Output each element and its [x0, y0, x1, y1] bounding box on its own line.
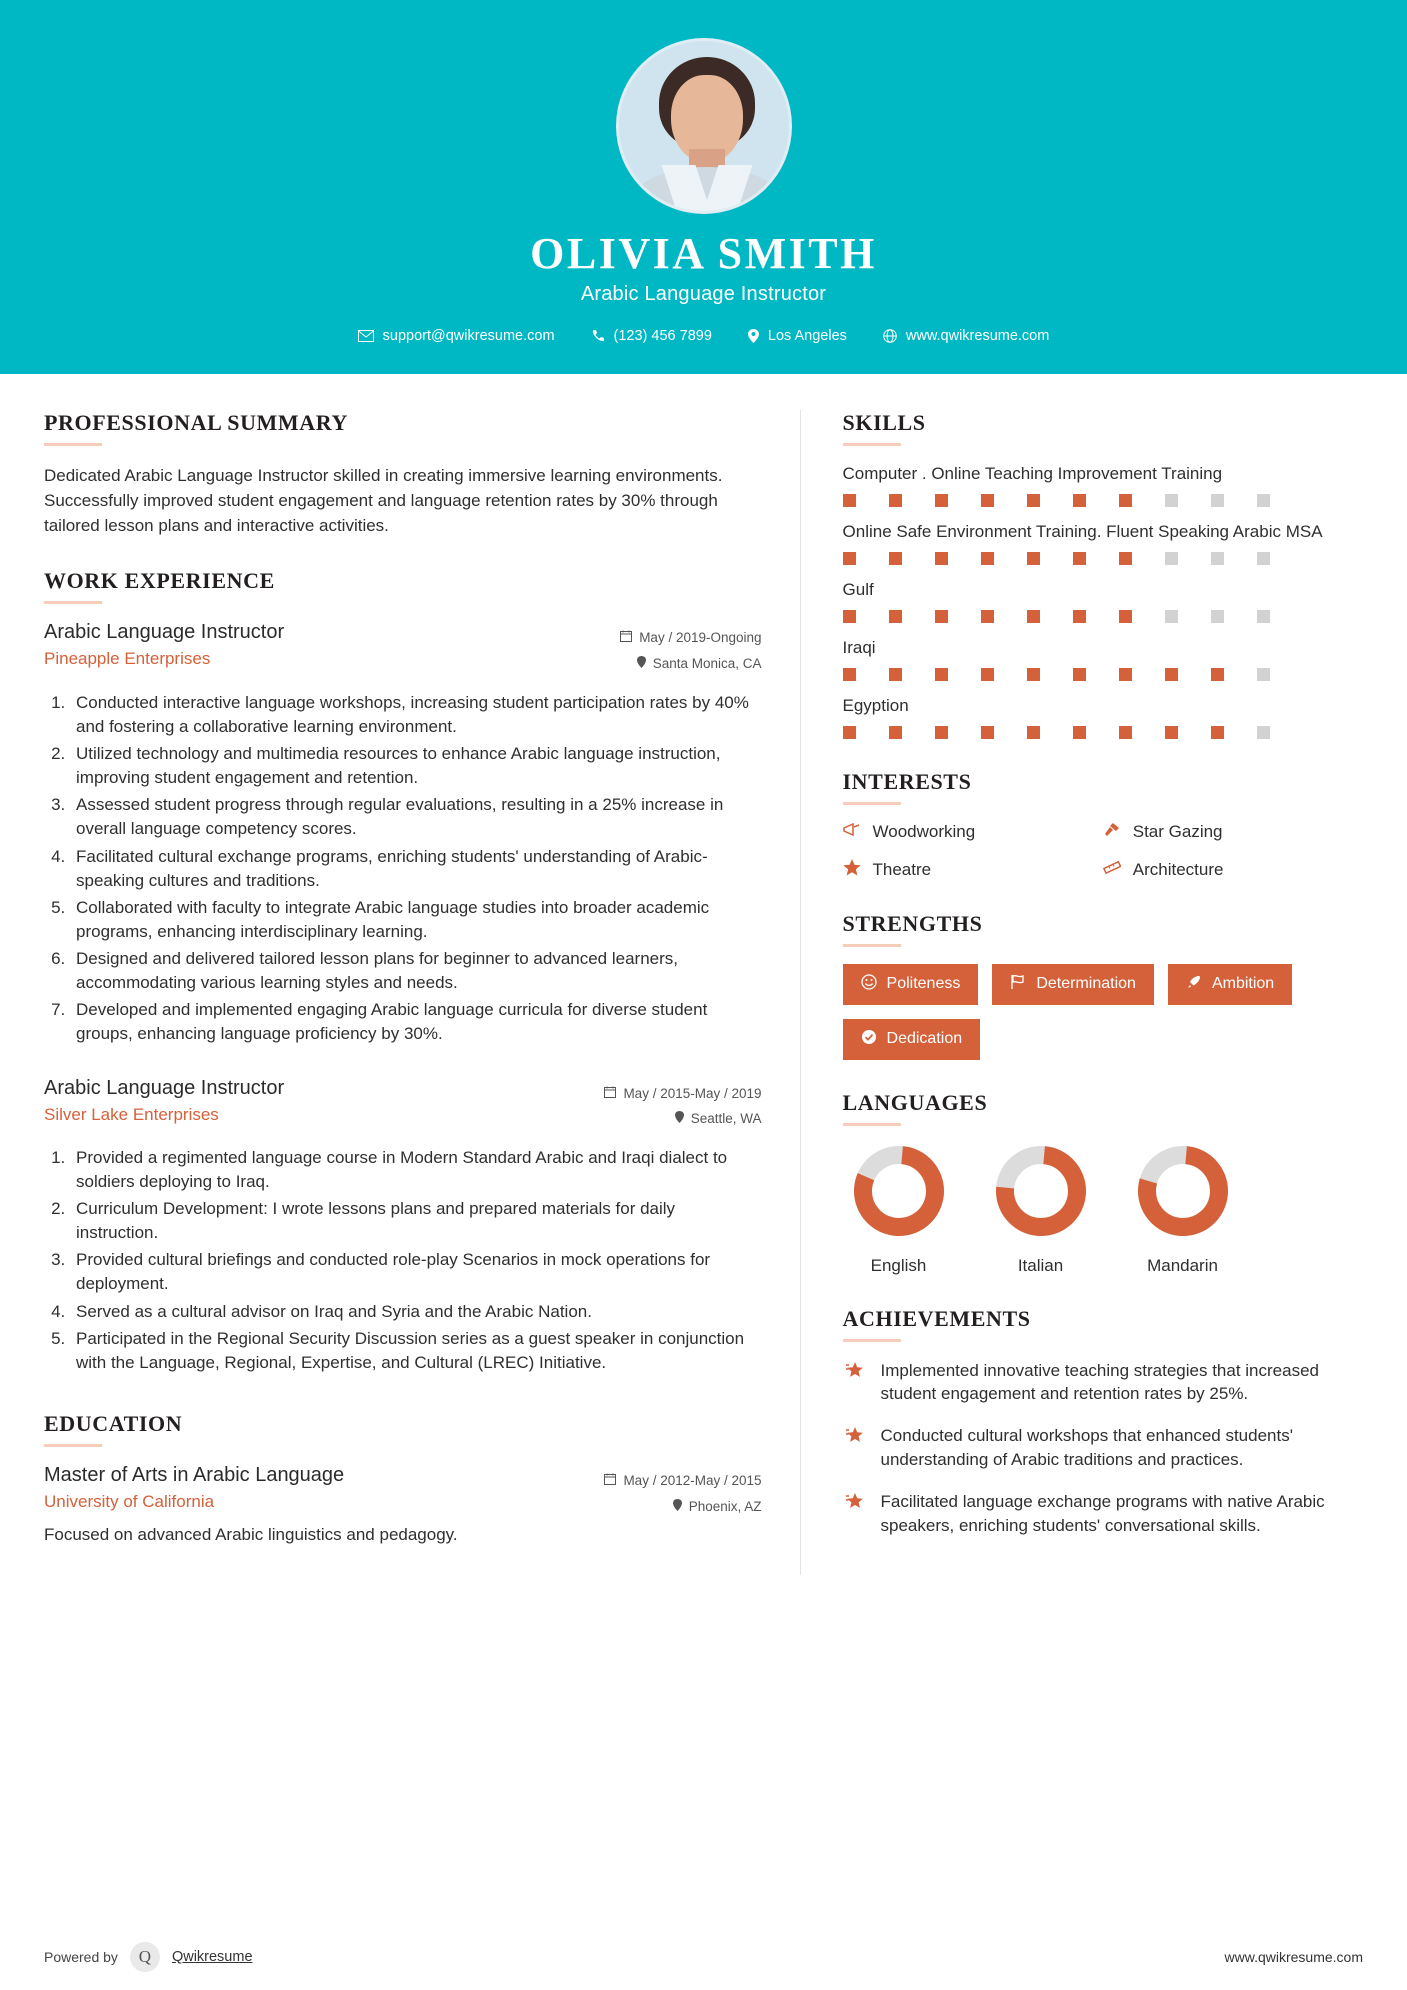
skill-dot	[1165, 552, 1178, 565]
job-dates	[620, 625, 761, 651]
page-title: OLIVIA SMITH	[530, 229, 877, 278]
skill-name: Gulf	[842, 579, 874, 599]
page-footer	[0, 1928, 1407, 1990]
achievement-item	[843, 1424, 1363, 1472]
footer-website: www.qwikresume.com	[1224, 1949, 1363, 1965]
job-bullets	[70, 1146, 762, 1375]
skill-item	[843, 579, 1363, 623]
job-role-subtitle: Arabic Language Instructor	[580, 283, 827, 305]
skill-dot	[981, 494, 994, 507]
location-pin-icon	[637, 651, 646, 677]
list-item: 7. Developed and implemented engaging Arabic language curricula for diverse student groups, enhancing language proficiency by 30%.	[70, 998, 762, 1046]
envelope-icon	[358, 330, 374, 342]
skill-dot	[1027, 552, 1040, 565]
skill-dot	[1119, 552, 1132, 565]
skill-dot	[843, 610, 856, 623]
skill-dot	[1073, 726, 1086, 739]
skill-name: Computer . Online Teaching Improvement Training	[842, 464, 1223, 483]
contact-location-text: Los Angeles	[767, 328, 847, 344]
megaphone-icon	[843, 822, 861, 843]
contact-phone[interactable]	[577, 328, 726, 344]
list-item: 6. Designed and delivered tailored lesson plans for beginner to advanced learners, accommodating various learning styles and needs.	[70, 947, 762, 995]
language-donut-chart	[993, 1143, 1089, 1239]
language-item	[993, 1143, 1089, 1276]
language-donut-chart	[1135, 1143, 1231, 1239]
skill-dot	[1027, 494, 1040, 507]
school-name: University of California	[44, 1491, 215, 1511]
strength-dedication	[843, 1019, 981, 1060]
skill-dot	[981, 668, 994, 681]
skill-item	[843, 695, 1363, 739]
education-dates	[604, 1468, 761, 1494]
work-heading: WORK EXPERIENCE	[44, 568, 275, 594]
star-icon	[843, 859, 861, 881]
skill-dot	[1165, 668, 1178, 681]
job-title: Arabic Language Instructor	[44, 621, 285, 644]
job-dates-text: May / 2015-May / 2019	[623, 1085, 762, 1101]
summary-text: Dedicated Arabic Language Instructor skilled in creating immersive learning environments. Successfully improved student engagement and language retention rates by 30% through tailored lesson plans and interactive activities.	[44, 466, 723, 536]
skill-dot	[1165, 494, 1178, 507]
list-item: 1. Provided a regimented language course in Modern Standard Arabic and Iraqi dialect to soldiers deploying to Iraq.	[70, 1146, 762, 1194]
list-item: 2. Utilized technology and multimedia resources to enhance Arabic language instruction, improving student engagement and retention.	[70, 742, 762, 790]
achievement-text: Implemented innovative teaching strategies that increased student engagement and retention rates by 25%.	[880, 1360, 1319, 1404]
education-location-text: Phoenix, AZ	[688, 1498, 762, 1514]
powered-by	[44, 1942, 253, 1972]
section-work-experience	[44, 568, 762, 1374]
skill-dot	[981, 552, 994, 565]
calendar-icon	[604, 1468, 616, 1494]
contact-website-text: www.qwikresume.com	[905, 328, 1050, 344]
skill-name: Iraqi	[842, 637, 876, 657]
list-item: 5. Participated in the Regional Security Discussion series as a guest speaker in conjunction with the Language, Regional, Expertise, and Cultural (LREC) Initiative.	[70, 1327, 762, 1375]
education-heading: EDUCATION	[44, 1410, 183, 1436]
skill-dot	[1211, 668, 1224, 681]
skill-dot	[889, 610, 902, 623]
skill-dot	[889, 494, 902, 507]
section-divider	[843, 1123, 901, 1126]
languages-heading: LANGUAGES	[842, 1089, 988, 1115]
avatar	[616, 38, 792, 214]
skill-dot	[1027, 610, 1040, 623]
skill-dot	[1211, 494, 1224, 507]
section-interests	[843, 769, 1363, 881]
strength-politeness	[843, 964, 979, 1005]
skill-dot	[1165, 610, 1178, 623]
skill-item	[843, 521, 1363, 565]
section-strengths	[843, 911, 1363, 1060]
skill-dot	[1073, 494, 1086, 507]
skill-dot	[1073, 552, 1086, 565]
skill-dot	[843, 494, 856, 507]
list-item: 2. Curriculum Development: I wrote lessons plans and prepared materials for daily instruction.	[70, 1197, 762, 1245]
list-item: 4. Served as a cultural advisor on Iraq and Syria and the Arabic Nation.	[70, 1300, 762, 1324]
list-item: 1. Conducted interactive language workshops, increasing student participation rates by 40% and fostering a collaborative learning environment.	[70, 691, 762, 739]
skill-dot	[1119, 726, 1132, 739]
section-divider	[843, 1339, 901, 1342]
language-item	[1135, 1143, 1231, 1276]
section-divider	[44, 601, 102, 604]
calendar-icon	[604, 1081, 616, 1107]
skill-rating	[843, 610, 1363, 623]
list-item: 4. Facilitated cultural exchange programs, enriching students' understanding of Arabic-speaking cultures and traditions.	[70, 845, 762, 893]
job-location-text: Seattle, WA	[690, 1111, 762, 1127]
star-badge-icon	[843, 1359, 867, 1407]
education-description: Focused on advanced Arabic linguistics and pedagogy.	[44, 1525, 458, 1545]
contact-location[interactable]	[734, 328, 861, 344]
skill-dot	[935, 726, 948, 739]
achievement-text: Conducted cultural workshops that enhanced students' understanding of Arabic traditions and practices.	[880, 1426, 1293, 1470]
strength-label: Politeness	[886, 975, 961, 993]
location-pin-icon	[748, 329, 759, 343]
job-dates-text: May / 2019-Ongoing	[639, 630, 762, 646]
strength-label: Ambition	[1211, 975, 1275, 993]
language-donut-chart	[851, 1143, 947, 1239]
skill-rating	[843, 668, 1363, 681]
skill-dot	[935, 552, 948, 565]
achievement-text: Facilitated language exchange programs with native Arabic speakers, enriching students' conversational skills.	[880, 1491, 1325, 1535]
job-location-text: Santa Monica, CA	[652, 656, 762, 672]
skill-dot	[935, 610, 948, 623]
flag-icon	[1010, 974, 1026, 995]
section-achievements	[843, 1306, 1363, 1538]
language-label: English	[870, 1255, 927, 1275]
skill-dot	[889, 726, 902, 739]
skill-dot	[889, 668, 902, 681]
interest-architecture	[1103, 859, 1363, 881]
star-badge-icon	[843, 1424, 867, 1472]
languages-list	[843, 1143, 1363, 1276]
job-location	[604, 1106, 761, 1132]
contact-bar	[0, 328, 1407, 344]
skill-dot	[843, 726, 856, 739]
skill-dot	[1257, 668, 1270, 681]
list-item: 3. Provided cultural briefings and conducted role-play Scenarios in mock operations for deployment.	[70, 1248, 762, 1296]
interests-grid	[843, 822, 1363, 881]
education-dates-text: May / 2012-May / 2015	[623, 1472, 762, 1488]
interest-theatre	[843, 859, 1103, 881]
contact-website[interactable]	[869, 328, 1063, 344]
education-item	[44, 1464, 762, 1545]
list-item: 5. Collaborated with faculty to integrate Arabic language studies into broader academic programs, enhancing interdisciplinary learning.	[70, 896, 762, 944]
strengths-heading: STRENGTHS	[842, 910, 983, 936]
phone-icon	[591, 329, 605, 343]
job-bullets	[70, 691, 762, 1047]
globe-icon	[883, 329, 897, 343]
skill-rating	[843, 494, 1363, 507]
interest-star-gazing	[1103, 822, 1363, 843]
ruler-icon	[1103, 859, 1121, 880]
work-item	[44, 621, 762, 1046]
language-label: Italian	[1017, 1255, 1064, 1275]
strength-ambition	[1168, 964, 1292, 1005]
skill-dot	[1073, 668, 1086, 681]
skill-dot	[1119, 668, 1132, 681]
skill-name: Online Safe Environment Training. Fluent Speaking Arabic MSA	[842, 521, 1323, 541]
skill-dot	[1257, 726, 1270, 739]
strength-determination	[992, 964, 1154, 1005]
smiley-icon	[861, 974, 877, 995]
strengths-list	[843, 964, 1363, 1060]
job-company: Pineapple Enterprises	[44, 649, 211, 669]
job-title: Arabic Language Instructor	[44, 1076, 285, 1099]
interests-heading: INTERESTS	[842, 768, 972, 794]
skill-name: Egyption	[842, 695, 909, 715]
strength-label: Dedication	[886, 1030, 963, 1048]
skill-dot	[1073, 610, 1086, 623]
interest-label: Architecture	[1132, 859, 1224, 879]
work-item	[44, 1077, 762, 1375]
skill-dot	[1119, 494, 1132, 507]
list-item: 3. Assessed student progress through regular evaluations, resulting in a 25% increase in overall language competency scores.	[70, 793, 762, 841]
skill-dot	[935, 668, 948, 681]
skill-dot	[1257, 610, 1270, 623]
section-divider	[843, 944, 901, 947]
education-location	[604, 1494, 761, 1520]
calendar-icon	[620, 625, 632, 651]
interest-woodworking	[843, 822, 1103, 843]
section-education	[44, 1411, 762, 1545]
interest-label: Theatre	[872, 859, 932, 879]
skill-dot	[843, 552, 856, 565]
skill-item	[843, 463, 1363, 507]
skill-dot	[981, 610, 994, 623]
hammer-icon	[1103, 822, 1121, 843]
skill-dot	[1211, 726, 1224, 739]
skill-dot	[935, 494, 948, 507]
contact-email[interactable]	[344, 328, 569, 344]
skill-dot	[1257, 494, 1270, 507]
skill-dot	[1257, 552, 1270, 565]
interest-label: Star Gazing	[1132, 822, 1223, 842]
qwikresume-brand-link[interactable]: Qwikresume	[171, 1949, 253, 1965]
qwikresume-logo-icon: Q	[130, 1942, 160, 1972]
contact-phone-text: (123) 456 7899	[613, 328, 712, 344]
check-circle-icon	[861, 1029, 877, 1050]
resume-body	[0, 374, 1407, 1575]
left-column	[44, 410, 801, 1575]
section-divider	[843, 802, 901, 805]
resume-header	[0, 0, 1407, 374]
skill-rating	[843, 552, 1363, 565]
section-professional-summary	[44, 410, 762, 538]
skill-rating	[843, 726, 1363, 739]
skills-list	[843, 463, 1363, 739]
skill-dot	[1211, 610, 1224, 623]
job-dates	[604, 1081, 761, 1107]
right-column	[801, 410, 1363, 1575]
powered-by-label: Powered by	[44, 1949, 118, 1965]
skill-dot	[981, 726, 994, 739]
job-location	[620, 651, 761, 677]
section-divider	[44, 443, 102, 446]
skill-dot	[1027, 726, 1040, 739]
location-pin-icon	[675, 1106, 684, 1132]
skill-dot	[1165, 726, 1178, 739]
achievement-item	[843, 1490, 1363, 1538]
section-languages	[843, 1090, 1363, 1276]
skill-dot	[1119, 610, 1132, 623]
contact-email-text: support@qwikresume.com	[382, 328, 555, 344]
star-badge-icon	[843, 1490, 867, 1538]
interest-label: Woodworking	[872, 822, 976, 842]
job-company: Silver Lake Enterprises	[44, 1104, 219, 1124]
achievements-heading: ACHIEVEMENTS	[842, 1305, 1031, 1331]
section-divider	[44, 1444, 102, 1447]
skill-dot	[1211, 552, 1224, 565]
section-divider	[843, 443, 901, 446]
skill-dot	[1027, 668, 1040, 681]
skills-heading: SKILLS	[842, 410, 926, 435]
summary-heading: PROFESSIONAL SUMMARY	[44, 410, 348, 435]
skill-dot	[843, 668, 856, 681]
language-item	[851, 1143, 947, 1276]
location-pin-icon	[673, 1494, 682, 1520]
degree-title: Master of Arts in Arabic Language	[44, 1463, 345, 1486]
rocket-icon	[1186, 974, 1202, 995]
skill-item	[843, 637, 1363, 681]
language-label: Mandarin	[1147, 1255, 1218, 1275]
strength-label: Determination	[1036, 975, 1136, 993]
achievement-item	[843, 1359, 1363, 1407]
skill-dot	[889, 552, 902, 565]
section-skills	[843, 410, 1363, 739]
